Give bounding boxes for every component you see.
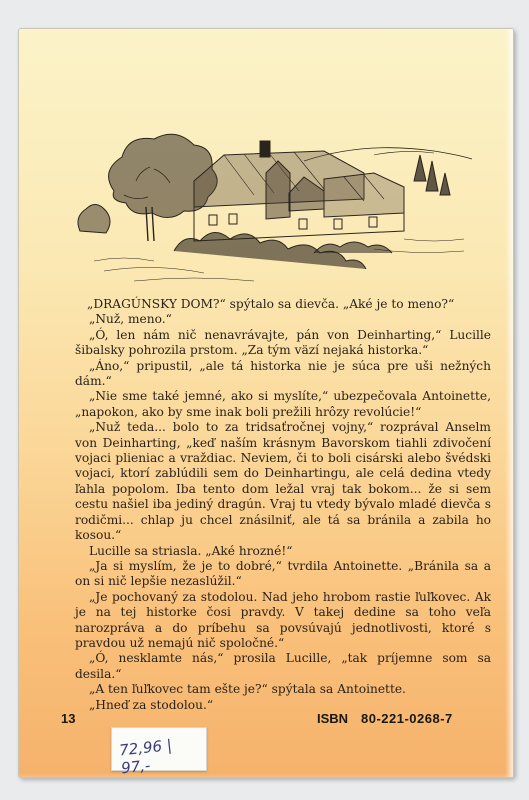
paragraph: Lucille sa striasla. „Aké hrozné!“	[89, 543, 293, 558]
paragraph: „Hneď za stodolou.“	[89, 697, 214, 712]
paragraph: „Nuž teda... bolo to za tridsaťročnej vojny,“ rozprával Anselm von Deinharting, „keď naším krásnym Bavorskom tiahli zdivočení vojaci plieniac a vraždiac. Neviem, či to boli cisárski alebo švédski vojaci, ktorí zablúdili sem do Deinhartingu, ale celá dedina vtedy ľahla popolom. Iba tento dom ležal vraj tak bokom... že si sem cestu našiel iba jediný dragún. Vraj tu vtedy bývalo mladé dievča s rodičmi... chlap ju chcel znásilniť, ale tá sa bránila a zabila ho kosou.“	[75, 420, 491, 543]
cover-footer	[19, 711, 513, 731]
paragraph: „Ó, len nám nič nenavrávajte, pán von Deinharting,“ Lucille šibalsky pohrozila prstom. „Za tým väzí nejaká historka.“	[75, 327, 491, 358]
isbn-label: ISBN	[317, 711, 349, 726]
paragraph: „A ten ľuľkovec tam ešte je?“ spýtala sa Antoinette.	[89, 682, 406, 697]
paragraph: „Je pochovaný za stodolou. Nad jeho hrobom rastie ľuľkovec. Ak je na tej historke čosi pravdy. V takej dedine sa toho veľa narozpráva a do príbehu sa povsúvajú jednotlivosti, ktoré s pravdou už nemajú nič spoločné.“	[75, 589, 491, 650]
page-number: 13	[61, 711, 76, 726]
isbn-number: 80-221-0268-7	[361, 711, 453, 726]
paragraph: „Áno,“ pripustil, „ale tá historka nie je súca pre uši nežných dám.“	[75, 358, 491, 389]
book-back-cover	[18, 28, 514, 778]
cover-edge-highlight	[505, 29, 513, 777]
handwritten-price: 72,96 | 97,-	[118, 736, 173, 778]
paragraph: „Nie sme také jemné, ako si myslíte,“ ubezpečovala Antoinette, „napokon, ako by sme inak boli prežili hrôzy revolúcie!“	[75, 389, 491, 419]
paragraph: „Ó, nesklamte nás,“ prosila Lucille, „tak príjemne som sa desila.“	[75, 651, 491, 681]
price-sticker	[111, 727, 207, 778]
excerpt-text	[75, 297, 491, 713]
paragraph: „Nuž, meno.“	[89, 312, 172, 327]
paragraph: „DRAGÚNSKY DOM?“ spýtalo sa dievča. „Aké je to meno?“	[87, 297, 455, 311]
paragraph: „Ja si myslím, že je to dobré,“ tvrdila Antoinette. „Bránila sa a on si nič lepšie nezaslúžil.“	[75, 558, 491, 589]
house-illustration	[74, 121, 474, 291]
